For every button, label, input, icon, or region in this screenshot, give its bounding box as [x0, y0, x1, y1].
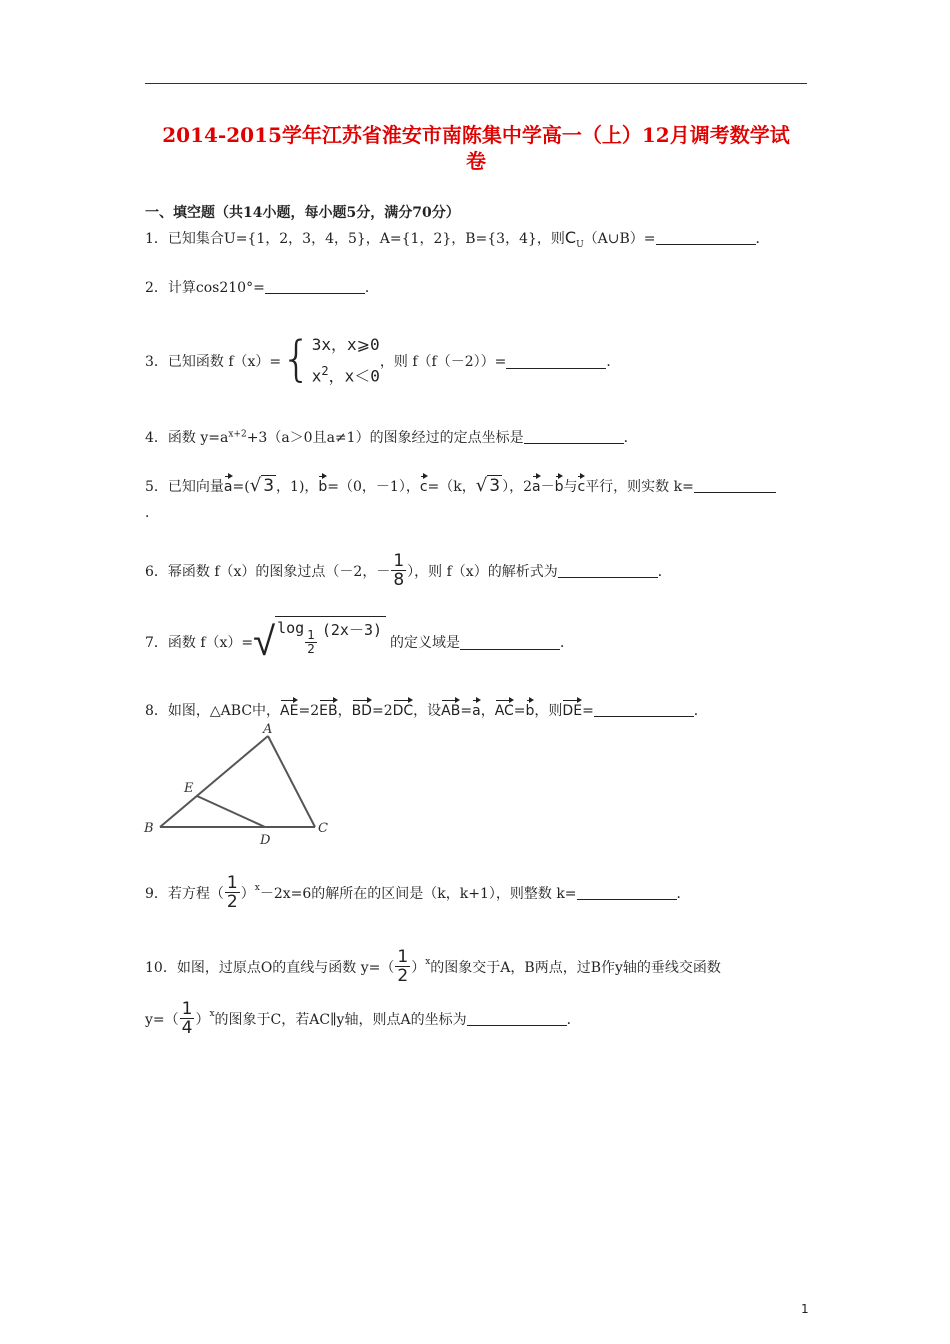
triangle-figure — [140, 720, 340, 850]
question-8: 8．如图，△ABC中，AE=2EB，BD=2DC，设AB=a，AC=b，则DE= ． — [145, 698, 708, 720]
question-3: 3．已知函数 f（x）= { 3x，x⩾0 $x^2$，x＜0 ，则 f（f（－2））= ． — [145, 331, 620, 391]
question-10: 10．如图，过原点O的直线与函数 y=（ $\frac{1}{2}$ ） $^x$ 的图象交于A，B两点，过B作y轴的垂线交函数 — [145, 947, 721, 986]
answer-blank-6[interactable] — [558, 563, 658, 578]
answer-blank-10[interactable] — [467, 1011, 567, 1026]
exam-title — [140, 122, 812, 174]
title-line-2: 卷 — [466, 149, 486, 173]
header-rule — [145, 83, 807, 84]
page-number: 1 — [801, 1302, 809, 1316]
radicand: log $\frac{1}{2}$ (2x－3) — [275, 616, 386, 656]
answer-blank-7[interactable] — [460, 635, 560, 650]
question-7: 7．函数 f（x）= √ log $\frac{1}{2}$ (2x－3) 的定义域是 ． — [145, 622, 574, 662]
radical-sign-icon: √ — [253, 619, 276, 665]
label-a: A — [263, 722, 273, 737]
complement-symbol: C — [564, 228, 577, 247]
vector-b: b — [318, 474, 327, 495]
piecewise-cases: 3x，x⩾0 $x^2$，x＜0 — [311, 335, 380, 386]
question-5-end: ． — [145, 505, 159, 521]
question-9: 9．若方程（ $\frac{1}{2}$ ） $^x$ －2x=6的解所在的区间是（k，k+1），则整数 k= ． — [145, 873, 691, 912]
section-heading: 一、填空题（共14小题，每小题5分，满分70分） — [145, 205, 460, 221]
answer-blank-8[interactable] — [594, 702, 694, 717]
answer-blank-1[interactable] — [656, 230, 756, 245]
left-brace-icon: { — [281, 331, 312, 387]
vector-c: c — [420, 474, 428, 495]
question-2: 2．计算cos210°= ． — [145, 280, 379, 296]
question-5: 5．已知向量a=(√ 3 ，1)，b=（0，－1），c=（k，√ 3 ），2a－b与c平行，则实数 k= — [145, 474, 776, 496]
label-d: D — [260, 833, 271, 848]
side-ac — [268, 736, 315, 827]
label-e: E — [184, 781, 194, 796]
side-ba — [160, 736, 268, 827]
label-c: C — [318, 821, 328, 836]
vector-a: a — [224, 474, 233, 495]
segment-ed — [197, 796, 265, 827]
answer-blank-3[interactable] — [506, 354, 606, 369]
question-4: 4．函数 $y=a^{x+2}+3(a>0$且a≠1）的图象经过的定点坐标是 ． — [145, 429, 638, 446]
question-1: 1．已知集合U={1，2，3，4，5}，A={1，2}，B={3，4}，则$C_U(A\cup B)=$ ． — [145, 228, 770, 250]
answer-blank-2[interactable] — [265, 279, 365, 294]
label-b: B — [144, 821, 154, 836]
question-10-line-2: y=（ $\frac{1}{4}$ ） $^x$ 的图象于C，若AC∥y轴，则点A的坐标为 ． — [145, 999, 581, 1038]
fraction-one-eighth: $\frac{1}{8}$ — [393, 551, 405, 590]
answer-blank-4[interactable] — [524, 429, 624, 444]
question-6: 6．幂函数 f（x）的图象过点（－2，－ $\frac{1}{8}$ ），则 f（x）的解析式为 ． — [145, 551, 672, 590]
answer-blank-5[interactable] — [694, 478, 776, 493]
title-line-1: 2014-2015学年江苏省淮安市南陈集中学高一（上）12月调考数学试 — [162, 123, 790, 147]
answer-blank-9[interactable] — [577, 885, 677, 900]
